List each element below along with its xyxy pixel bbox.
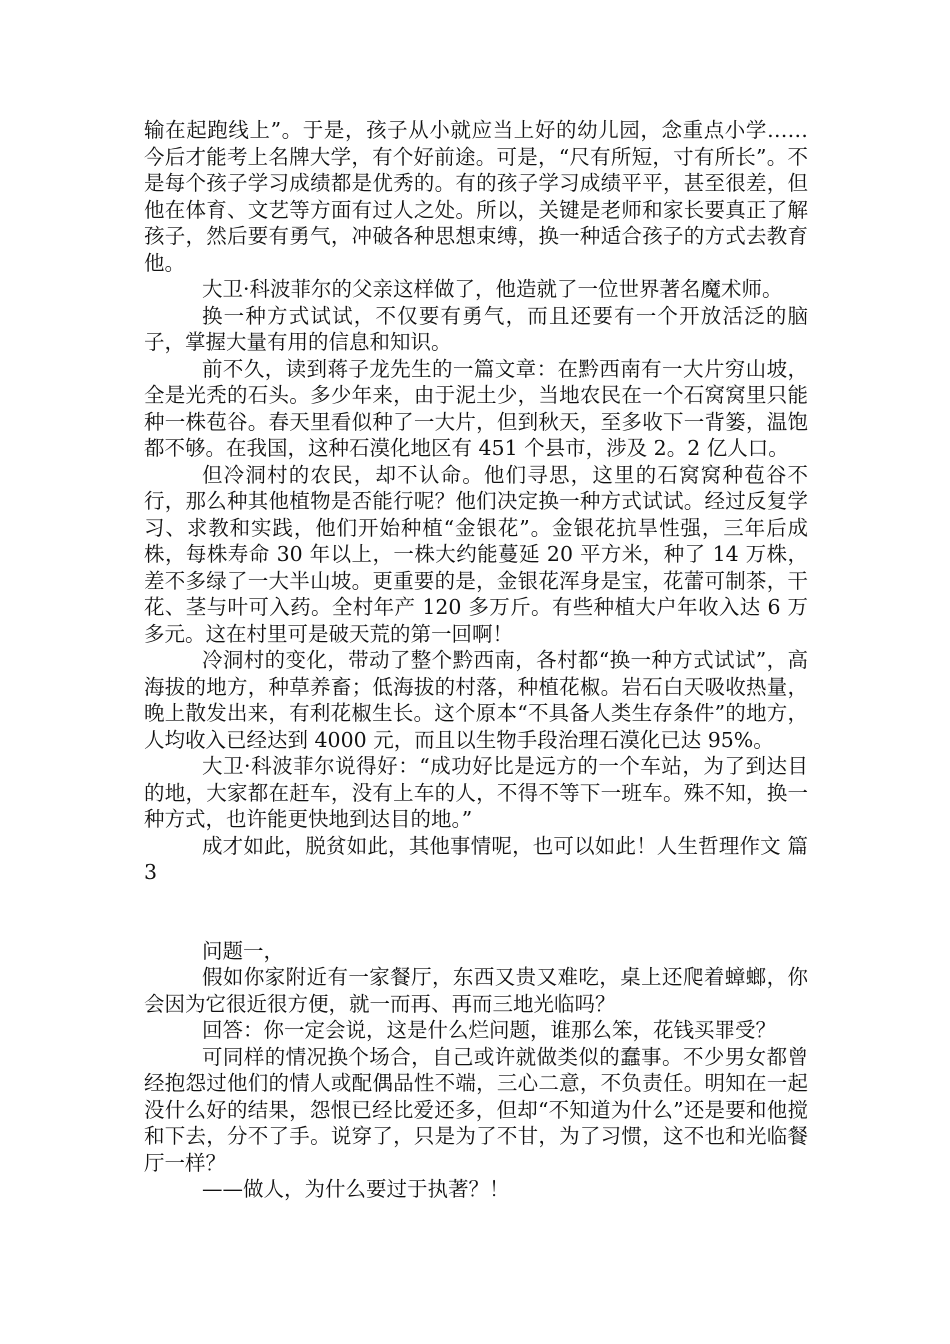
paragraph-village-change: 冷洞村的变化，带动了整个黔西南，各村都“换一种方式试试”，高海拔的地方，种草养畜；低海拔的村落，种植花椒。岩石白天吸收热量，晚上散发出来，有利花椒生长。这个原本“不具备人类生存条件”的地方，人均收入已经达到 4000 元，而且以生物手段治理石漠化已达 95%。 [144, 648, 808, 752]
paragraph-jiang-zilong: 前不久，读到蒋子龙先生的一篇文章：在黔西南有一大片穷山坡，全是光秃的石头。多少年来，由于泥土少，当地农民在一个石窝窝里只能种一株苞谷。春天里看似种了一大片，但到秋天，至多收下一背篓，温饱都不够。在我国，这种石漠化地区有 451 个县市，涉及 2。2 亿人口。 [144, 356, 808, 460]
document-body [144, 117, 808, 1203]
paragraph-answer: 回答：你一定会说，这是什么烂问题，谁那么笨，花钱买罪受？ [202, 1018, 776, 1042]
paragraph-closing: ——做人，为什么要过于执著？！ [202, 1177, 510, 1201]
section-spacer [144, 886, 808, 938]
paragraph-open-mind: 换一种方式试试，不仅要有勇气，而且还要有一个开放活泛的脑子，掌握大量有用的信息和知识。 [144, 303, 808, 354]
paragraph-continuation: 输在起跑线上”。于是，孩子从小就应当上好的幼儿园，念重点小学……今后才能考上名牌大学，有个好前途。可是，“尺有所短，寸有所长”。不是每个孩子学习成绩都是优秀的。有的孩子学习成绩平平，甚至很差，但他在体育、文艺等方面有过人之处。所以，关键是老师和家长要真正了解孩子，然后要有勇气，冲破各种思想束缚，换一种适合孩子的方式去教育他。 [144, 118, 808, 275]
question-label: 问题一， [202, 938, 284, 963]
paragraph-question: 假如你家附近有一家餐厅，东西又贵又难吃，桌上还爬着蟑螂，你会因为它很近很方便，就一而再、再而三地光临吗？ [144, 965, 808, 1016]
paragraph-father: 大卫·科波菲尔的父亲这样做了，他造就了一位世界著名魔术师。 [202, 277, 783, 301]
paragraph-analogy: 可同样的情况换个场合，自己或许就做类似的蠢事。不少男女都曾经抱怨过他们的情人或配偶品性不端，三心二意，不负责任。明知在一起没什么好的结果，怨恨已经比爱还多，但却“不知道为什么”还是要和他搅和下去，分不了手。说穿了，只是为了不甘，为了习惯，这不也和光临餐厅一样？ [144, 1044, 808, 1175]
paragraph-conclusion-heading: 成才如此，脱贫如此，其他事情呢，也可以如此！人生哲理作文 篇 3 [144, 833, 808, 884]
paragraph-lengdong-village: 但冷洞村的农民，却不认命。他们寻思，这里的石窝窝种苞谷不行，那么种其他植物是否能行呢？他们决定换一种方式试试。经过反复学习、求教和实践，他们开始种植“金银花”。金银花抗旱性强，三年后成株，每株寿命 30 年以上，一株大约能蔓延 20 平方米，种了 14 万株，差不多绿了一大半山坡。更重要的是，金银花浑身是宝，花蕾可制茶，干花、茎与叶可入药。全村年产 120 多万斤。有些种植大户年收入达 6 万多元。这在村里可是破天荒的第一回啊！ [144, 462, 808, 646]
paragraph-quote: 大卫·科波菲尔说得好：“成功好比是远方的一个车站，为了到达目的地，大家都在赶车，没有上车的人，不得不等下一班车。殊不知，换一种方式，也许能更快地到达目的地。” [144, 754, 808, 831]
